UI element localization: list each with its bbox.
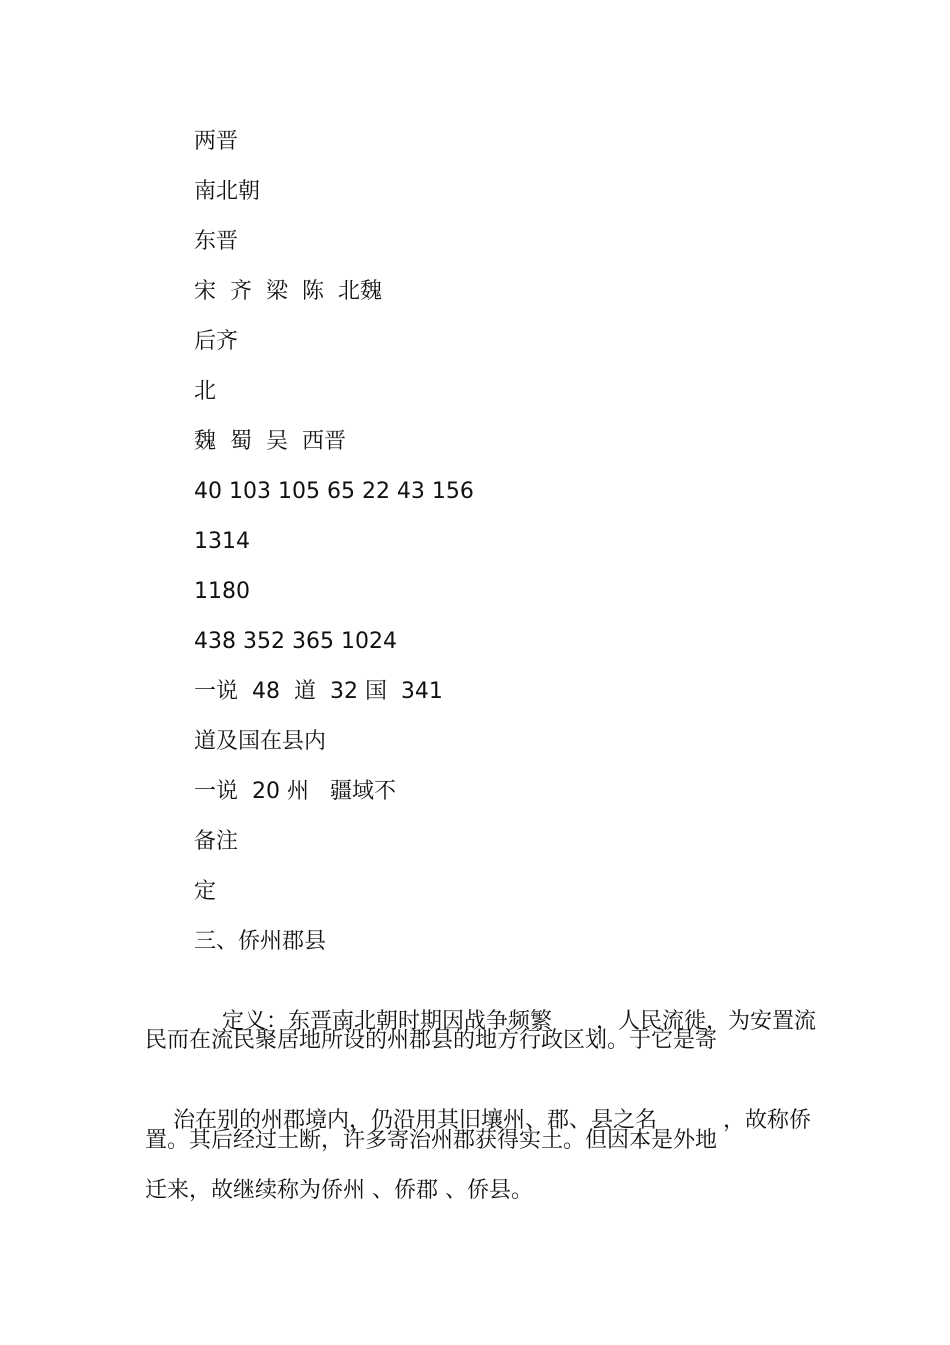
text-line: 北 <box>194 379 217 404</box>
paragraph-segment: 定义：东晋南北朝时期因战争频繁 <box>221 1009 552 1034</box>
paragraph-segment: ，故称侨 <box>723 1108 812 1133</box>
text-line: 1180 <box>194 579 250 604</box>
paragraph-line: 民而在流民聚居地所设的州郡县的地方行政区划。于它是寄 <box>145 1028 718 1053</box>
text-line: 1314 <box>194 529 250 554</box>
text-line: 备注 <box>194 829 239 854</box>
paragraph-segment: ，人民流徙，为安置流 <box>596 1009 817 1034</box>
text-line: 40 103 105 65 22 43 156 <box>194 479 474 504</box>
paragraph-segment: 治在别的州郡境内，仍沿用其旧壤州、郡、县之名 <box>172 1108 657 1133</box>
text-line: 东晋 <box>194 229 239 254</box>
text-line: 宋 齐 梁 陈 北魏 <box>194 279 382 304</box>
paragraph-line: 置。其后经过土断，许多寄治州郡获得实土。但因本是外地 <box>145 1128 718 1153</box>
text-line: 定 <box>194 879 217 904</box>
section-heading: 三、侨州郡县 <box>194 929 327 954</box>
text-line: 两晋 <box>194 129 239 154</box>
text-line: 一说 48 道 32 国 341 <box>194 679 443 704</box>
text-line: 南北朝 <box>194 179 261 204</box>
paragraph-line: 迁来，故继续称为侨州 、侨郡 、侨县。 <box>145 1178 533 1203</box>
text-line: 后齐 <box>194 329 239 354</box>
text-line: 一说 20 州 疆域不 <box>194 779 396 804</box>
text-line: 438 352 365 1024 <box>194 629 397 654</box>
text-line: 魏 蜀 吴 西晋 <box>194 429 346 454</box>
text-line: 道及国在县内 <box>194 729 327 754</box>
